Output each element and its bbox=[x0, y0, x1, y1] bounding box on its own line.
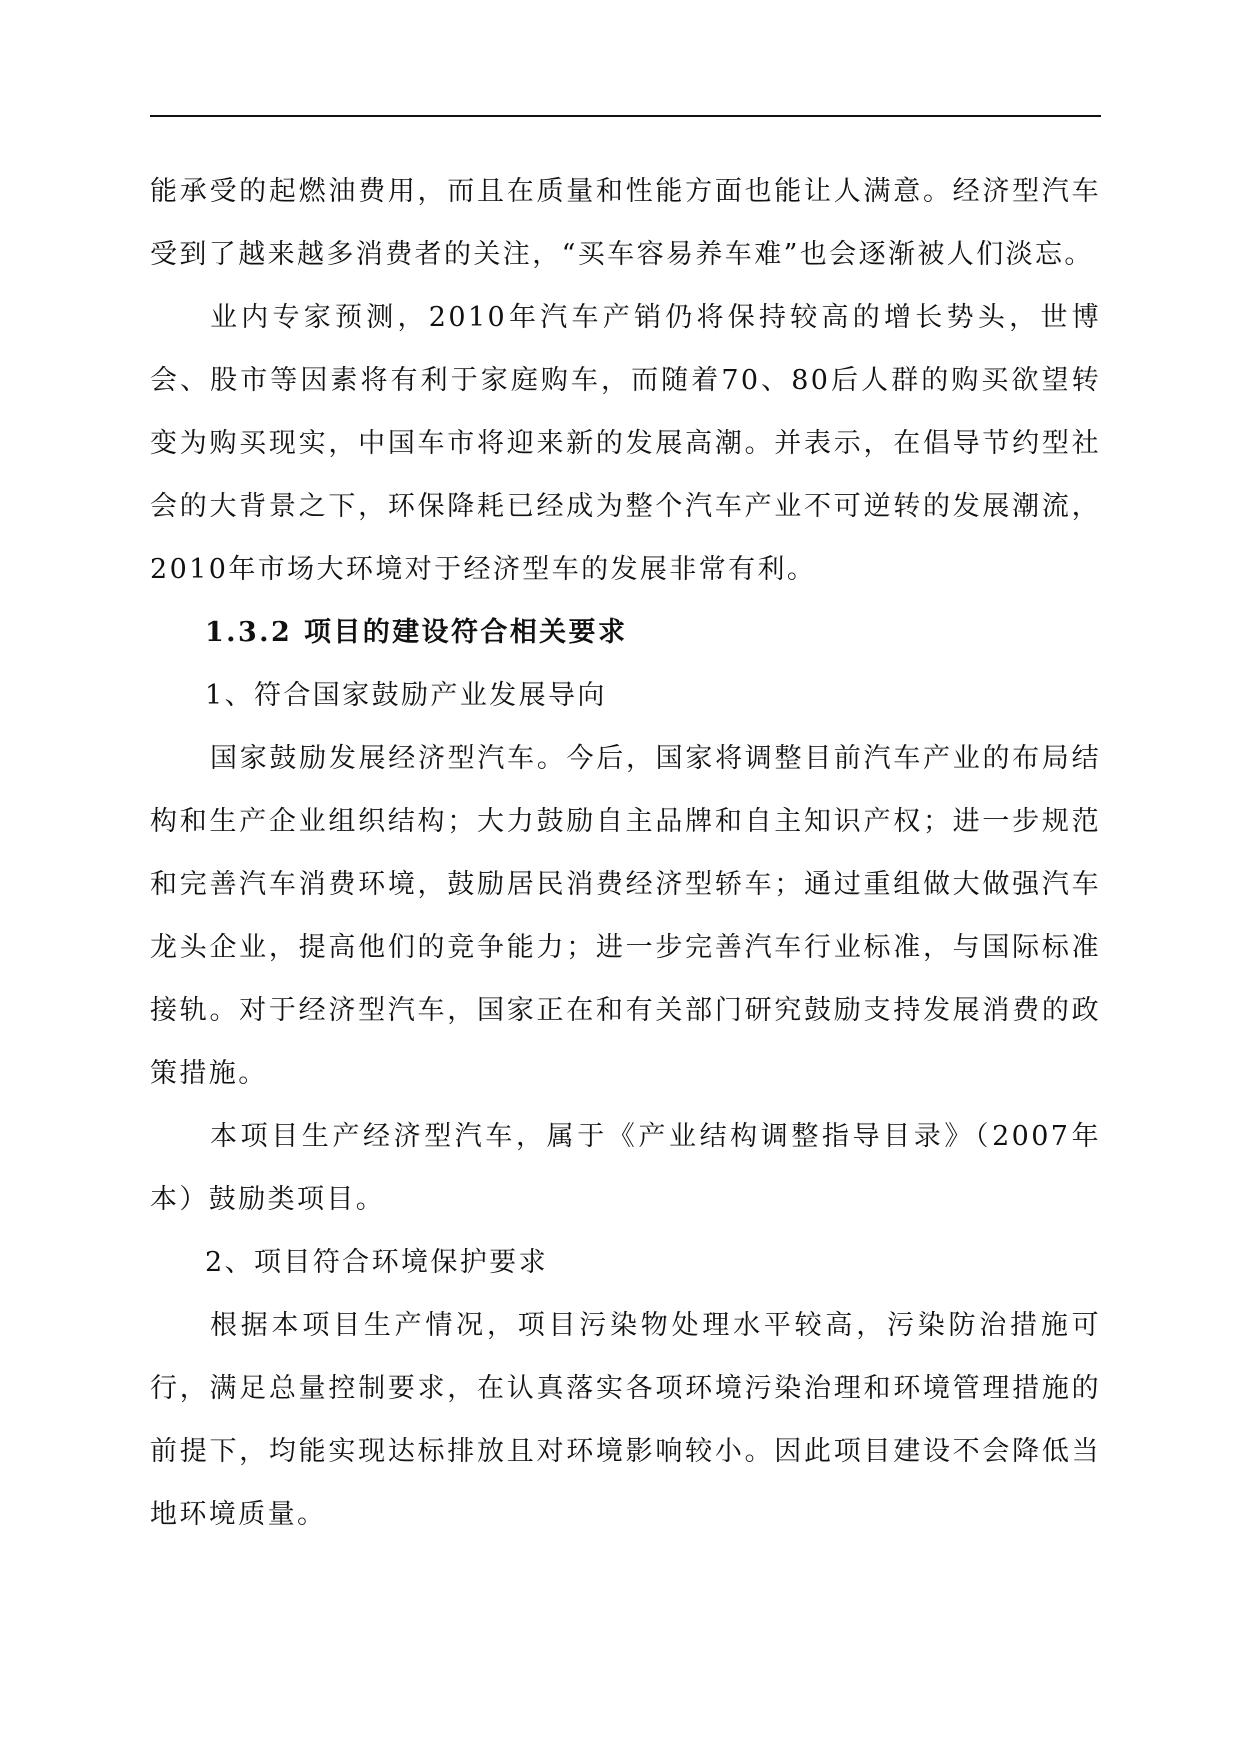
paragraph-continued: 能承受的起燃油费用，而且在质量和性能方面也能让人满意。经济型汽车受到了越来越多消费者的关注，“买车容易养车难”也会逐渐被人们淡忘。 bbox=[150, 176, 1101, 270]
subheading-industry-policy: 1、符合国家鼓励产业发展导向 bbox=[205, 680, 607, 711]
paragraph-expert-forecast: 业内专家预测，2010年汽车产销仍将保持较高的增长势头，世博会、股市等因素将有利于家庭购车，而随着70、80后人群的购买欲望转变为购买现实，中国车市将迎来新的发展高潮。并表示，在倡导节约型社会的大背景之下，环保降耗已经成为整个汽车产业不可逆转的发展潮流，2010年市场大环境对于经济型车的发展非常有利。 bbox=[150, 302, 1101, 585]
header-rule bbox=[150, 115, 1101, 117]
paragraph-national-policy: 国家鼓励发展经济型汽车。今后，国家将调整目前汽车产业的布局结构和生产企业组织结构；大力鼓励自主品牌和自主知识产权；进一步规范和完善汽车消费环境，鼓励居民消费经济型轿车；通过重组做大做强汽车龙头企业，提高他们的竞争能力；进一步完善汽车行业标准，与国际标准接轨。对于经济型汽车，国家正在和有关部门研究鼓励支持发展消费的政策措施。 bbox=[150, 743, 1101, 1089]
paragraph-catalog: 本项目生产经济型汽车，属于《产业结构调整指导目录》（2007年本）鼓励类项目。 bbox=[150, 1121, 1101, 1215]
subheading-environment: 2、项目符合环境保护要求 bbox=[205, 1247, 548, 1278]
document-body bbox=[150, 160, 1101, 1546]
section-heading: 1.3.2 项目的建设符合相关要求 bbox=[205, 617, 628, 648]
paragraph-environment: 根据本项目生产情况，项目污染物处理水平较高，污染防治措施可行，满足总量控制要求，在认真落实各项环境污染治理和环境管理措施的前提下，均能实现达标排放且对环境影响较小。因此项目建设不会降低当地环境质量。 bbox=[150, 1310, 1101, 1530]
